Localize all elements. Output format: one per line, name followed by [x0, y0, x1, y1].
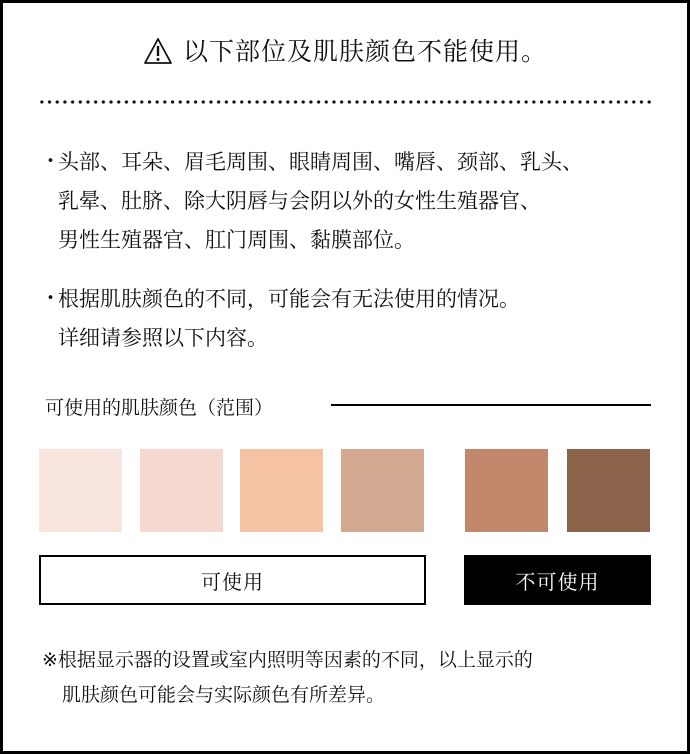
footnote [42, 643, 533, 713]
bullet-line: 头部、耳朵、眉毛周围、眼睛周围、嘴唇、颈部、乳头、 [58, 151, 583, 174]
footnote-line: 肌肤颜色可能会与实际颜色有所差异。 [62, 685, 386, 706]
bullet-item [38, 280, 668, 358]
footnote-line: ※根据显示器的设置或室内照明等因素的不同，以上显示的 [42, 650, 533, 671]
warning-triangle-icon [143, 37, 173, 65]
skin-swatch-6 [567, 449, 650, 532]
skin-swatch-1 [39, 449, 122, 532]
dotted-divider [38, 100, 652, 104]
skin-swatch-2 [140, 449, 223, 532]
bullet-list [38, 143, 668, 378]
section-heading: 可使用的肌肤颜色（范围） [45, 398, 274, 419]
skin-swatch-4 [341, 449, 424, 532]
bullet-mark: ・ [40, 287, 61, 310]
skin-swatch-3 [240, 449, 323, 532]
not-usable-label-box: 不可使用 [464, 555, 651, 605]
bullet-line: 乳晕、肚脐、除大阴唇与会阴以外的女性生殖器官、 [58, 190, 541, 213]
bullet-line: 根据肌肤颜色的不同，可能会有无法使用的情况。 [58, 288, 520, 311]
bullet-line: 详细请参照以下内容。 [58, 327, 268, 350]
title-text: 以下部位及肌肤颜色不能使用。 [182, 38, 547, 66]
bullet-item [38, 143, 668, 260]
bullet-mark: ・ [40, 150, 61, 173]
skin-swatch-5 [465, 449, 548, 532]
usable-label-box: 可使用 [39, 555, 426, 605]
section-rule [331, 404, 651, 406]
bullet-line: 男性生殖器官、肛门周围、黏膜部位。 [58, 229, 415, 252]
warning-title [0, 32, 690, 68]
